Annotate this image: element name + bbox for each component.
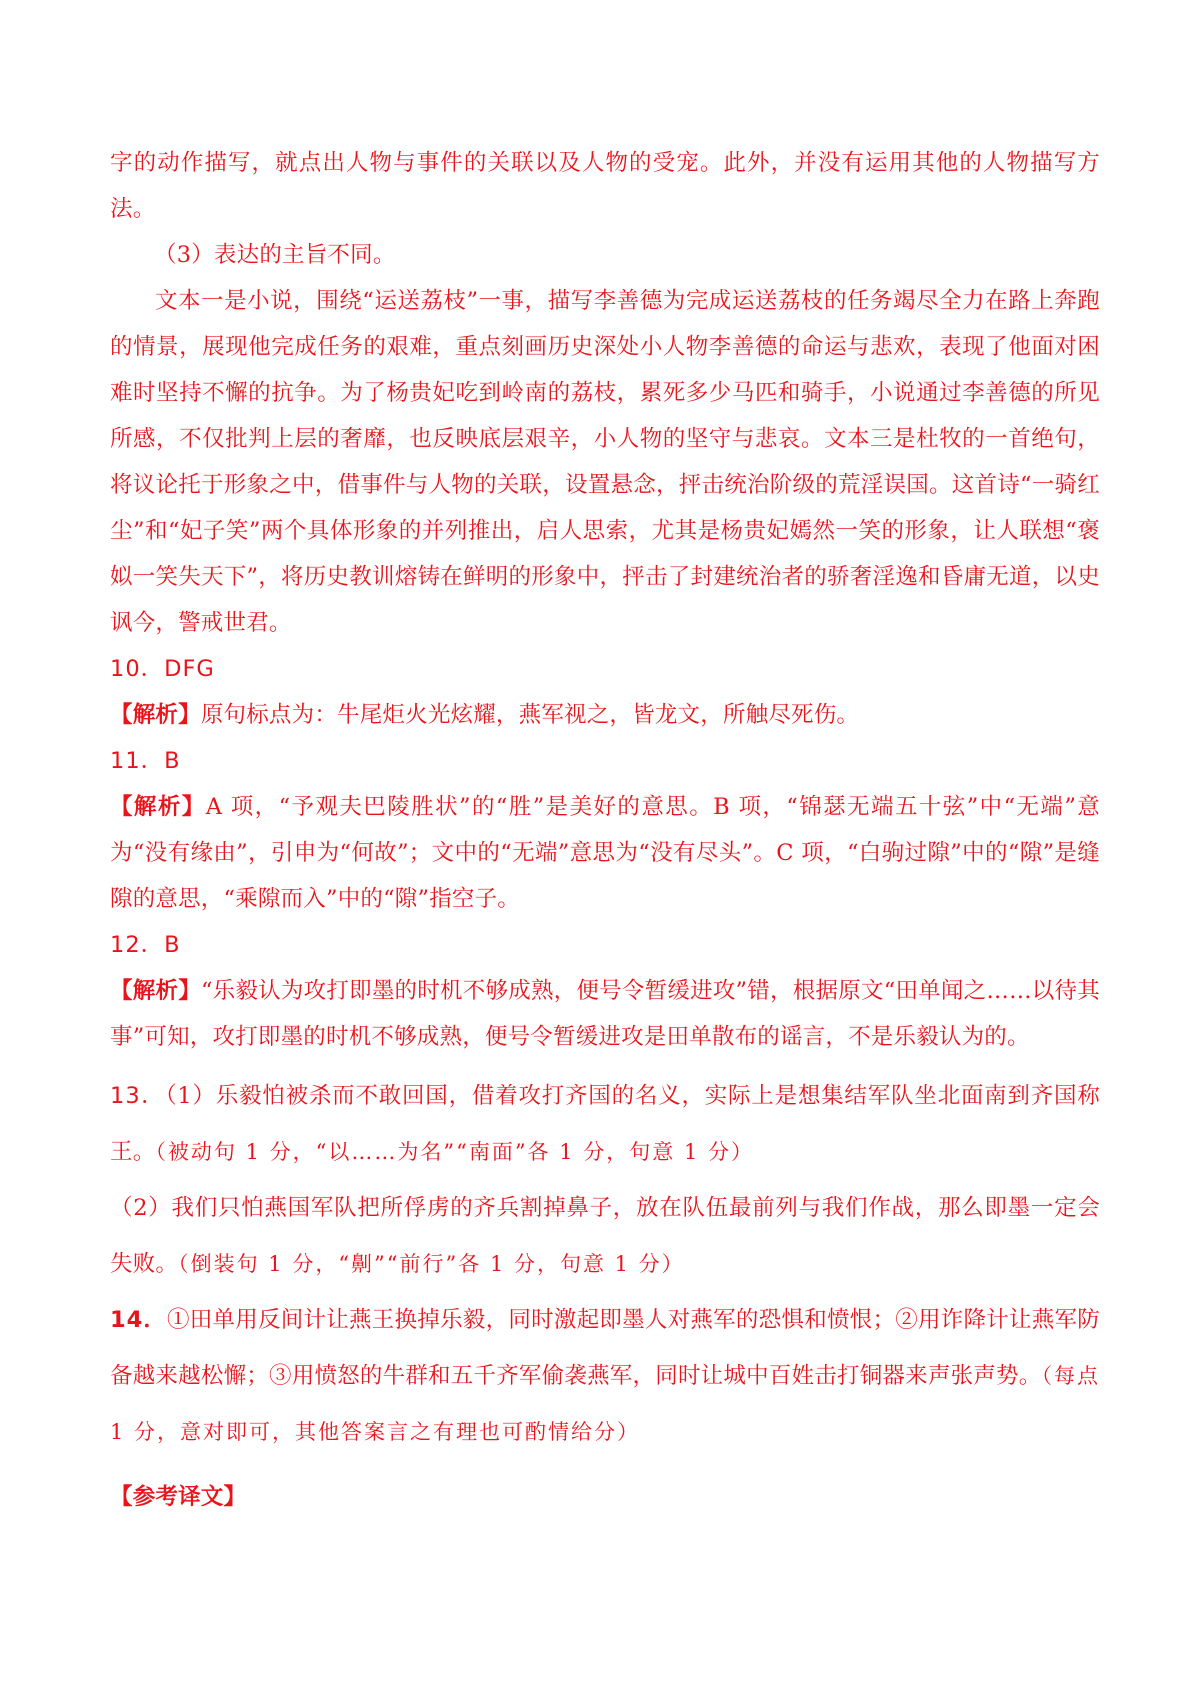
q10-number: 10． — [110, 656, 165, 682]
q12-analysis-text: “乐毅认为攻打即墨的时机不够成熟，便号令暂缓进攻”错，根据原文“田单闻之……以待其事”可知，攻打即墨的时机不够成熟，便号令暂缓进攻是田单散布的谣言，不是乐毅认为的。 — [110, 978, 1100, 1050]
q13-item-1 — [110, 1068, 1100, 1180]
q11-analysis — [110, 784, 1100, 922]
q11-analysis-text: A 项，“予观夫巴陵胜状”的“胜”是美好的意思。B 项，“锦瑟无端五十弦”中“无端”意为“没有缘由”，引申为“何故”；文中的“无端”意思为“没有尽头”。C 项，“白驹过隙”中的“隙”是缝隙的意思，“乘隙而入”中的“隙”指空子。 — [110, 794, 1100, 912]
q13-item-1-text: （1）乐毅怕被杀而不敢回国，借着攻打齐国的名义，实际上是想集结军队坐北面南到齐国称王。 — [110, 1083, 1100, 1165]
q12-answer — [110, 922, 1100, 968]
q13-item-1-score: （被动句 1 分，“以……为名”“南面”各 1 分，句意 1 分） — [155, 1140, 754, 1164]
q12-answer-letter: B — [164, 932, 181, 958]
answer-page — [110, 140, 1100, 1520]
q12-analysis — [110, 968, 1100, 1060]
q11-number: 11． — [110, 748, 165, 774]
q13-item-2-text: （2）我们只怕燕国军队把所俘虏的齐兵割掉鼻子，放在队伍最前列与我们作战，那么即墨一定会失败。 — [110, 1195, 1100, 1277]
q10-answer-letters: DFG — [164, 656, 215, 682]
q12-analysis-label: 【解析】 — [110, 978, 201, 1004]
q12-number: 12． — [110, 932, 165, 958]
q13-item-2-score: （倒装句 1 分，“劓”“前行”各 1 分，句意 1 分） — [178, 1252, 685, 1276]
text-analysis-paragraph: 文本一是小说，围绕“运送荔枝”一事，描写李善德为完成运送荔枝的任务竭尽全力在路上奔跑的情景，展现他完成任务的艰难，重点刻画历史深处小人物李善德的命运与悲欢，表现了他面对困难时坚持不懈的抗争。为了杨贵妃吃到岭南的荔枝，累死多少马匹和骑手，小说通过李善德的所见所感，不仅批判上层的奢靡，也反映底层艰辛，小人物的坚守与悲哀。文本三是杜牧的一首绝句，将议论托于形象之中，借事件与人物的关联，设置悬念，抨击统治阶级的荒淫误国。这首诗“一骑红尘”和“妃子笑”两个具体形象的并列推出，启人思索，尤其是杨贵妃嫣然一笑的形象，让人联想“褒姒一笑失天下”，将历史教训熔铸在鲜明的形象中，抨击了封建统治者的骄奢淫逸和昏庸无道，以史讽今，警戒世君。 — [110, 288, 1100, 636]
q14-text: ①田单用反间计让燕王换掉乐毅，同时激起即墨人对燕军的恐惧和愤恨；②用诈降计让燕军防备越来越松懈；③用愤怒的牛群和五千齐军偷袭燕军，同时让城中百姓击打铜器来声张声势。 — [110, 1307, 1101, 1389]
q11-answer — [110, 738, 1100, 784]
q10-answer — [110, 646, 1100, 692]
q11-analysis-label: 【解析】 — [110, 794, 206, 820]
point-3-title: （3）表达的主旨不同。 — [154, 242, 396, 268]
q10-analysis — [110, 692, 1100, 738]
q14-answer — [110, 1292, 1100, 1460]
q11-answer-letter: B — [164, 748, 181, 774]
q13-number: 13． — [110, 1083, 166, 1109]
q14-number: 14． — [110, 1307, 167, 1333]
q10-analysis-text: 原句标点为：牛尾炬火光炫耀，燕军视之，皆龙文，所触尽死伤。 — [200, 702, 860, 728]
q14-score: （每点 1 分，意对即可，其他答案言之有理也可酌情给分） — [110, 1364, 1101, 1444]
translation-heading: 【参考译文】 — [110, 1484, 247, 1510]
continued-paragraph: 字的动作描写，就点出人物与事件的关联以及人物的受宠。此外，并没有运用其他的人物描写方法。 — [110, 150, 1100, 222]
q10-analysis-label: 【解析】 — [110, 702, 201, 728]
q13-item-2 — [110, 1180, 1100, 1292]
